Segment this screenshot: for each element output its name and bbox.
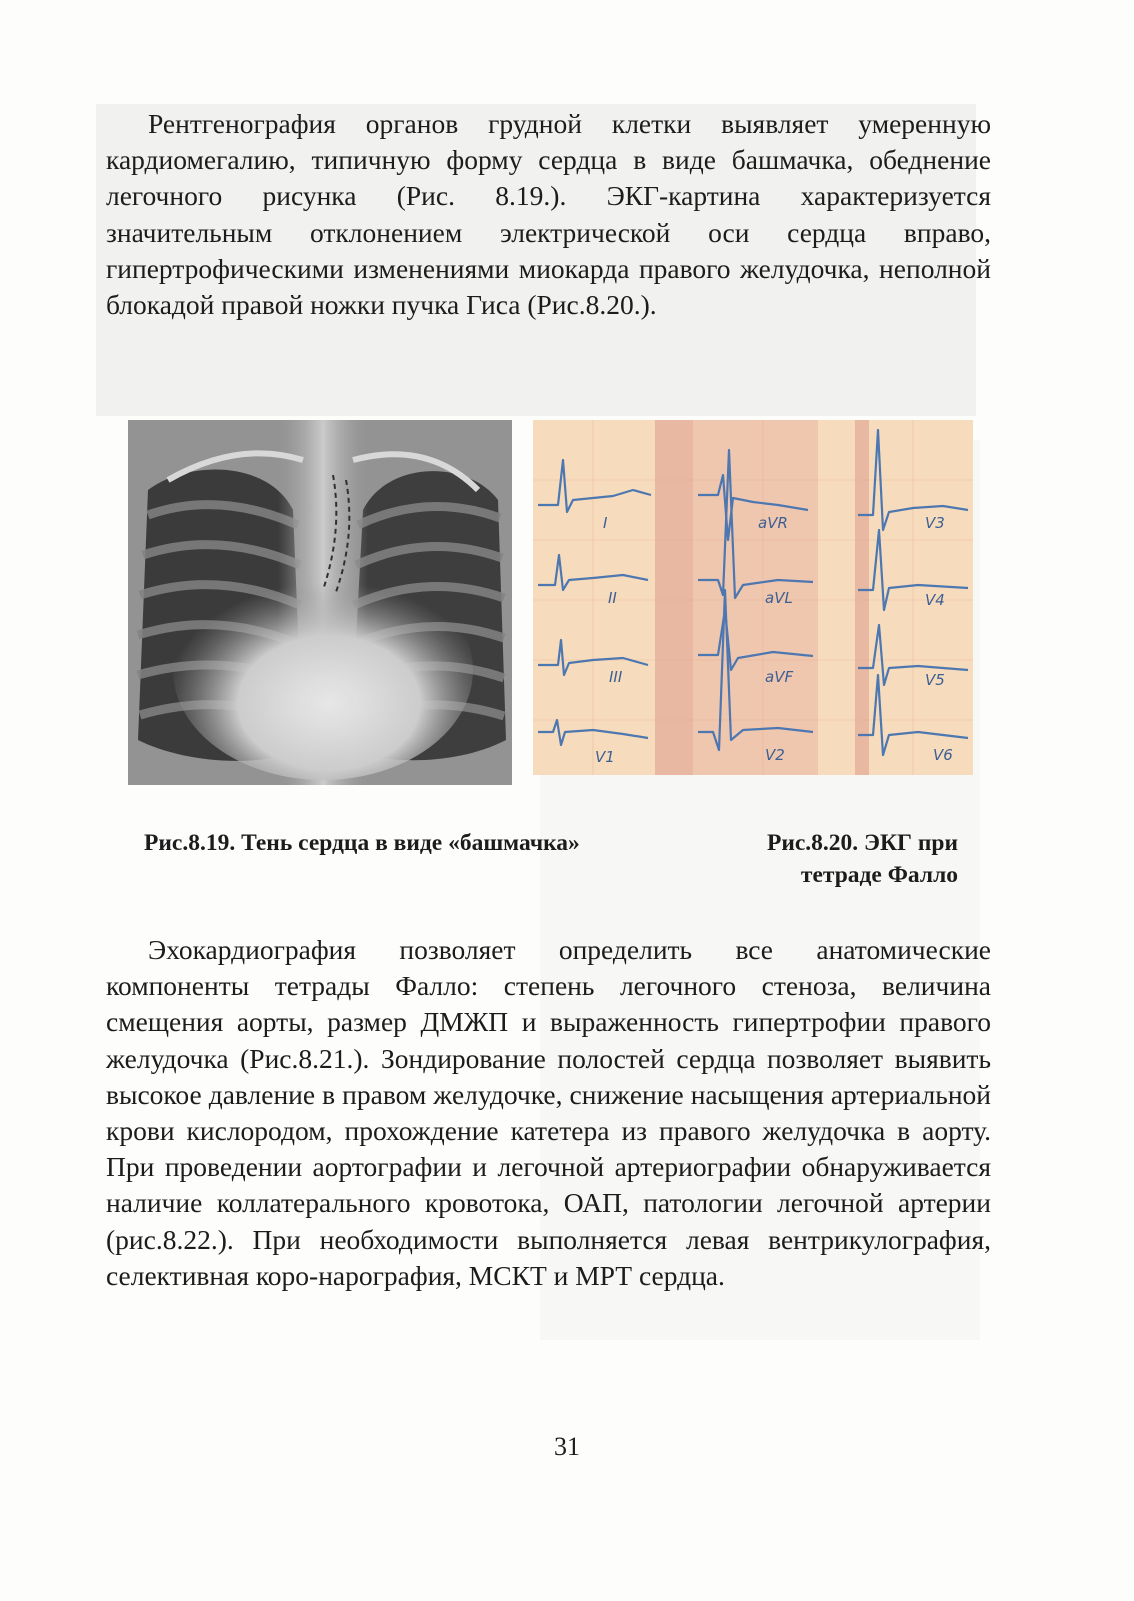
- ecg-lead-label: aVL: [765, 589, 793, 607]
- page-number: 31: [554, 1432, 580, 1461]
- chest-xray-image: [128, 420, 512, 785]
- ecg-lead-label: V5: [925, 671, 945, 689]
- ecg-lead-label: V2: [765, 746, 785, 764]
- ecg-lead-label: V4: [925, 591, 945, 609]
- figure-caption-xray: Рис.8.19. Тень сердца в виде «башмачка»: [144, 830, 580, 856]
- figure-caption-ecg: Рис.8.20. ЭКГ при тетраде Фалло: [766, 830, 958, 888]
- ecg-lead-label: aVR: [758, 514, 788, 532]
- ecg-lead-label: I: [603, 514, 608, 532]
- ecg-lead-label: V1: [595, 748, 615, 766]
- paragraph-echocardiography: Эхокардиография позволяет определить все анатомические компоненты тетрады Фалло: степень легочного стеноза, величина смещения аорты, размер ДМЖП и выраженность гипертрофии правого желудочка (Рис.8.21.). Зондирование полостей сердца позволяет выявить высокое давление в правом желудочке, снижение насыщения артериальной крови кислородом, прохождение катетера из правого желудочка в аорту. При проведении аортографии и легочной артериографии обнаруживается наличие коллатерального кровотока, ОАП, патологии легочной артерии (рис.8.22.). При необходимости выполняется левая вентрикулография, селективная коро-нарография, МСКТ и МРТ сердца.: [106, 934, 991, 1291]
- ecg-tracing-image: [533, 420, 973, 775]
- ecg-lead-label: aVF: [765, 668, 794, 686]
- ecg-lead-label: III: [609, 668, 623, 686]
- paragraph-xray-ecg: Рентгенография органов грудной клетки выявляет умеренную кардиомегалию, типичную форму сердца в виде башмачка, обеднение легочного рисунка (Рис. 8.19.). ЭКГ-картина характеризуется значительным отклонением электрической оси сердца вправо, гипертрофическими изменениями миокарда правого желудочка, неполной блокадой правой ножки пучка Гиса (Рис.8.20.).: [106, 108, 991, 321]
- ecg-lead-label: V3: [925, 514, 945, 532]
- ecg-lead-label: V6: [933, 746, 953, 764]
- ecg-lead-label: II: [608, 589, 617, 607]
